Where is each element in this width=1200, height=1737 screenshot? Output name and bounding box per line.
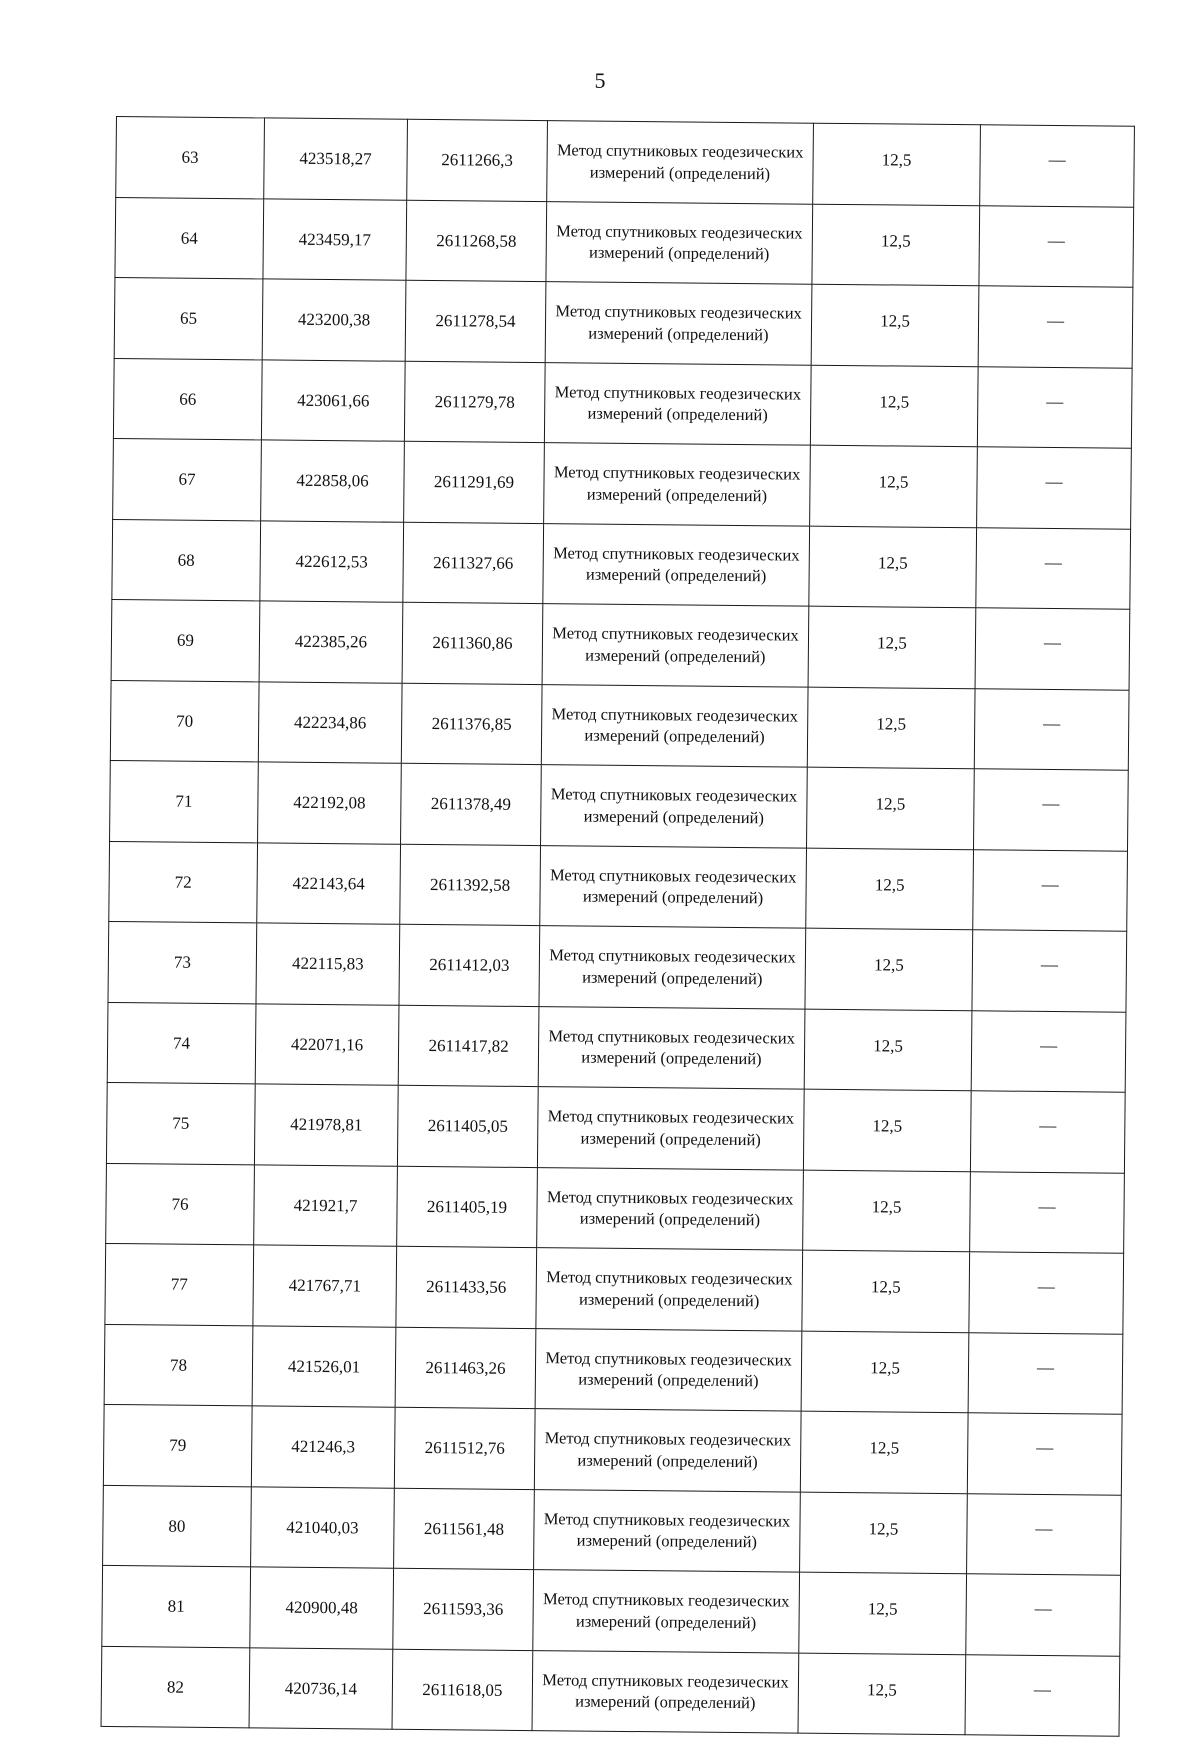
point-number-cell: 71	[110, 760, 259, 842]
y-coordinate-cell: 2611433,56	[396, 1246, 537, 1328]
method-cell: Метод спутниковых геодезических измерений (определений)	[544, 443, 811, 526]
table-row	[113, 358, 1132, 448]
note-cell: —	[979, 205, 1134, 287]
note-cell: —	[973, 849, 1128, 931]
point-number-cell: 73	[108, 921, 257, 1003]
x-coordinate-cell: 422115,83	[256, 923, 400, 1005]
point-number-cell: 75	[106, 1082, 255, 1164]
y-coordinate-cell: 2611378,49	[401, 763, 542, 845]
y-coordinate-cell: 2611327,66	[403, 522, 544, 604]
table-row	[103, 1404, 1122, 1494]
table-row	[108, 921, 1127, 1011]
note-cell: —	[978, 286, 1133, 368]
x-coordinate-cell: 423061,66	[261, 359, 405, 441]
table-row	[115, 197, 1134, 287]
y-coordinate-cell: 2611618,05	[392, 1649, 533, 1731]
accuracy-cell: 12,5	[810, 365, 978, 447]
x-coordinate-cell: 420736,14	[249, 1647, 393, 1729]
note-cell: —	[970, 1091, 1125, 1173]
note-cell: —	[976, 527, 1131, 609]
point-number-cell: 80	[103, 1485, 252, 1567]
y-coordinate-cell: 2611392,58	[400, 844, 541, 926]
x-coordinate-cell: 420900,48	[250, 1567, 394, 1649]
accuracy-cell: 12,5	[812, 204, 980, 286]
x-coordinate-cell: 422858,06	[261, 440, 405, 522]
x-coordinate-cell: 422143,64	[257, 842, 401, 924]
table-row	[101, 1646, 1120, 1736]
method-cell: Метод спутниковых геодезических измерений (определений)	[537, 1167, 804, 1250]
point-number-cell: 72	[109, 841, 258, 923]
accuracy-cell: 12,5	[811, 284, 979, 366]
y-coordinate-cell: 2611360,86	[402, 602, 543, 684]
point-number-cell: 78	[104, 1324, 253, 1406]
accuracy-cell: 12,5	[806, 848, 974, 930]
method-cell: Метод спутниковых геодезических измерений (определений)	[533, 1570, 800, 1653]
table-row	[102, 1565, 1121, 1655]
y-coordinate-cell: 2611279,78	[404, 361, 545, 443]
point-number-cell: 65	[114, 277, 263, 359]
note-cell: —	[980, 125, 1135, 207]
table-row	[116, 117, 1135, 207]
method-cell: Метод спутниковых геодезических измерений (определений)	[532, 1650, 799, 1733]
accuracy-cell: 12,5	[802, 1250, 970, 1332]
accuracy-cell: 12,5	[813, 123, 981, 205]
point-number-cell: 69	[111, 599, 260, 681]
accuracy-cell: 12,5	[808, 606, 976, 688]
table-row	[112, 519, 1131, 609]
method-cell: Метод спутниковых геодезических измерений (определений)	[535, 1328, 802, 1411]
y-coordinate-cell: 2611405,19	[397, 1166, 538, 1248]
accuracy-cell: 12,5	[810, 445, 978, 527]
x-coordinate-cell: 423518,27	[264, 118, 408, 200]
table-row	[106, 1163, 1125, 1253]
method-cell: Метод спутниковых геодезических измерений (определений)	[541, 684, 808, 767]
accuracy-cell: 12,5	[803, 1089, 971, 1171]
accuracy-cell: 12,5	[807, 767, 975, 849]
point-number-cell: 63	[116, 117, 265, 199]
accuracy-cell: 12,5	[800, 1411, 968, 1493]
point-number-cell: 68	[112, 519, 261, 601]
note-cell: —	[974, 688, 1129, 770]
method-cell: Метод спутниковых геодезических измерений (определений)	[542, 604, 809, 687]
table-row	[105, 1243, 1124, 1333]
x-coordinate-cell: 422071,16	[255, 1003, 399, 1085]
accuracy-cell: 12,5	[798, 1653, 966, 1735]
method-cell: Метод спутниковых геодезических измерений (определений)	[545, 282, 812, 365]
table-body	[101, 117, 1134, 1737]
x-coordinate-cell: 423200,38	[262, 279, 406, 361]
accuracy-cell: 12,5	[807, 687, 975, 769]
method-cell: Метод спутниковых геодезических измерений (определений)	[544, 362, 811, 445]
x-coordinate-cell: 422385,26	[259, 601, 403, 683]
note-cell: —	[974, 769, 1129, 851]
accuracy-cell: 12,5	[809, 526, 977, 608]
note-cell: —	[967, 1413, 1122, 1495]
method-cell: Метод спутниковых геодезических измерений (определений)	[543, 523, 810, 606]
point-number-cell: 67	[113, 438, 262, 520]
table-row	[109, 841, 1128, 931]
method-cell: Метод спутниковых геодезических измерений (определений)	[546, 201, 813, 284]
note-cell: —	[965, 1654, 1120, 1736]
table-row	[113, 438, 1132, 528]
note-cell: —	[977, 366, 1132, 448]
table-row	[107, 1002, 1126, 1092]
y-coordinate-cell: 2611376,85	[401, 683, 542, 765]
y-coordinate-cell: 2611268,58	[406, 200, 547, 282]
x-coordinate-cell: 422234,86	[258, 681, 402, 763]
method-cell: Метод спутниковых геодезических измерений (определений)	[547, 121, 814, 204]
y-coordinate-cell: 2611561,48	[394, 1488, 535, 1570]
method-cell: Метод спутниковых геодезических измерений (определений)	[536, 1248, 803, 1331]
x-coordinate-cell: 422612,53	[260, 520, 404, 602]
y-coordinate-cell: 2611266,3	[407, 119, 548, 201]
accuracy-cell: 12,5	[800, 1492, 968, 1574]
note-cell: —	[975, 608, 1130, 690]
x-coordinate-cell: 422192,08	[258, 762, 402, 844]
table-row	[104, 1324, 1123, 1414]
note-cell: —	[977, 447, 1132, 529]
table-row	[106, 1082, 1125, 1172]
accuracy-cell: 12,5	[803, 1170, 971, 1252]
point-number-cell: 81	[102, 1565, 251, 1647]
method-cell: Метод спутниковых геодезических измерений (определений)	[541, 765, 808, 848]
y-coordinate-cell: 2611405,05	[397, 1085, 538, 1167]
y-coordinate-cell: 2611593,36	[393, 1568, 534, 1650]
point-number-cell: 76	[106, 1163, 255, 1245]
method-cell: Метод спутниковых геодезических измерений (определений)	[539, 926, 806, 1009]
y-coordinate-cell: 2611417,82	[398, 1005, 539, 1087]
note-cell: —	[967, 1493, 1122, 1575]
point-number-cell: 77	[105, 1243, 254, 1325]
x-coordinate-cell: 421921,7	[254, 1164, 398, 1246]
x-coordinate-cell: 421040,03	[251, 1486, 395, 1568]
point-number-cell: 64	[115, 197, 264, 279]
table-row	[110, 680, 1129, 770]
table-row	[114, 277, 1133, 367]
point-number-cell: 82	[101, 1646, 250, 1728]
method-cell: Метод спутниковых геодезических измерений (определений)	[534, 1489, 801, 1572]
coordinates-table	[101, 116, 1135, 1737]
x-coordinate-cell: 421246,3	[251, 1406, 395, 1488]
accuracy-cell: 12,5	[799, 1572, 967, 1654]
method-cell: Метод спутниковых геодезических измерений (определений)	[540, 845, 807, 928]
y-coordinate-cell: 2611512,76	[394, 1407, 535, 1489]
y-coordinate-cell: 2611463,26	[395, 1327, 536, 1409]
page-number: 5	[594, 68, 606, 93]
note-cell: —	[971, 1010, 1126, 1092]
x-coordinate-cell: 421978,81	[254, 1084, 398, 1166]
method-cell: Метод спутниковых геодезических измерений (определений)	[534, 1409, 801, 1492]
point-number-cell: 70	[110, 680, 259, 762]
table-row	[110, 760, 1129, 850]
accuracy-cell: 12,5	[805, 928, 973, 1010]
point-number-cell: 79	[103, 1404, 252, 1486]
y-coordinate-cell: 2611412,03	[399, 924, 540, 1006]
note-cell: —	[972, 930, 1127, 1012]
note-cell: —	[966, 1574, 1121, 1656]
x-coordinate-cell: 421767,71	[253, 1245, 397, 1327]
note-cell: —	[968, 1332, 1123, 1414]
y-coordinate-cell: 2611278,54	[405, 280, 546, 362]
note-cell: —	[969, 1252, 1124, 1334]
x-coordinate-cell: 421526,01	[252, 1325, 396, 1407]
table-row	[103, 1485, 1122, 1575]
table-row	[111, 599, 1130, 689]
accuracy-cell: 12,5	[801, 1331, 969, 1413]
x-coordinate-cell: 423459,17	[263, 198, 407, 280]
point-number-cell: 74	[107, 1002, 256, 1084]
point-number-cell: 66	[113, 358, 262, 440]
coordinates-table-wrapper	[101, 116, 1134, 1737]
method-cell: Метод спутниковых геодезических измерений (определений)	[538, 1006, 805, 1089]
accuracy-cell: 12,5	[804, 1009, 972, 1091]
y-coordinate-cell: 2611291,69	[404, 441, 545, 523]
method-cell: Метод спутниковых геодезических измерений (определений)	[537, 1087, 804, 1170]
note-cell: —	[970, 1171, 1125, 1253]
